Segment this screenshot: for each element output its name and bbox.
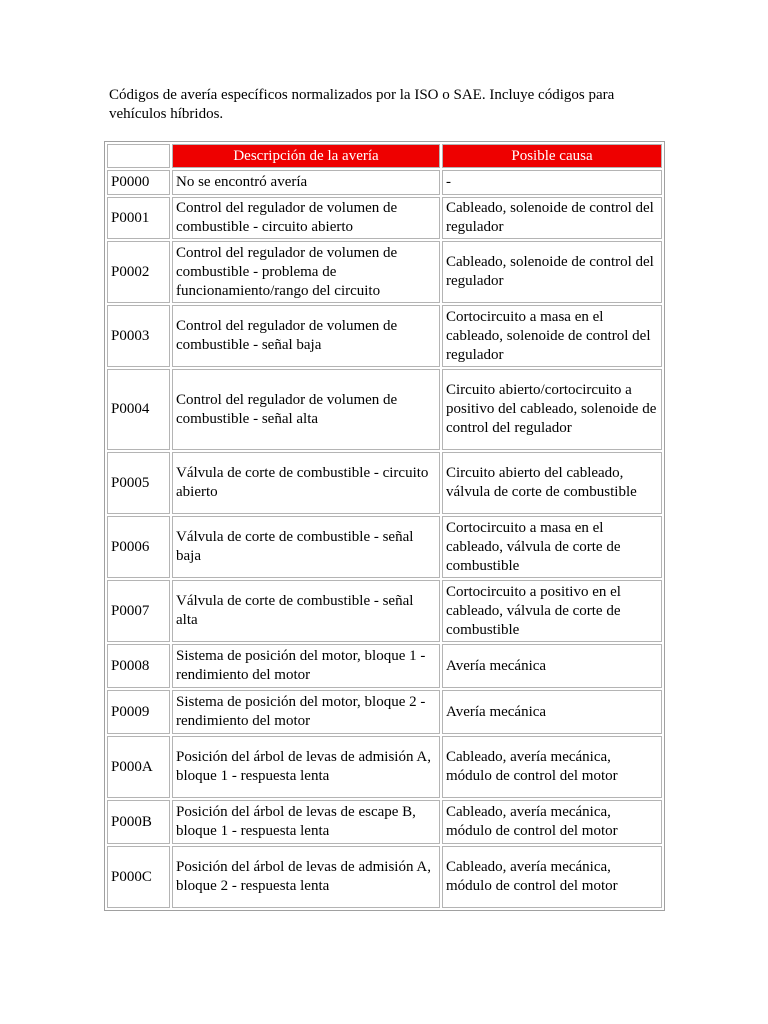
row-cause: Cortocircuito a masa en el cableado, válvula de corte de combustible [442,516,662,578]
table-row [107,305,662,367]
table-row [107,846,662,908]
row-code: P000B [107,800,170,844]
row-code: P0008 [107,644,170,688]
row-code: P0000 [107,170,170,195]
row-code: P0006 [107,516,170,578]
header-description: Descripción de la avería [172,144,440,168]
row-description: Control del regulador de volumen de combustible - señal baja [172,305,440,367]
table-row [107,516,662,578]
row-description: Válvula de corte de combustible - señal alta [172,580,440,642]
table-row [107,241,662,303]
row-cause: Cableado, solenoide de control del regulador [442,197,662,239]
header-code [107,144,170,168]
table-row [107,170,662,195]
row-description: Control del regulador de volumen de combustible - problema de funcionamiento/rango del circuito [172,241,440,303]
row-description: Control del regulador de volumen de combustible - circuito abierto [172,197,440,239]
row-code: P0005 [107,452,170,514]
row-description: Válvula de corte de combustible - circuito abierto [172,452,440,514]
table-row [107,736,662,798]
row-cause: Cortocircuito a positivo en el cableado, válvula de corte de combustible [442,580,662,642]
row-description: Posición del árbol de levas de escape B, bloque 1 - respuesta lenta [172,800,440,844]
row-code: P000C [107,846,170,908]
row-code: P0009 [107,690,170,734]
row-cause: Circuito abierto/cortocircuito a positivo del cableado, solenoide de control del regulador [442,369,662,450]
row-code: P0007 [107,580,170,642]
row-description: Sistema de posición del motor, bloque 2 - rendimiento del motor [172,690,440,734]
row-code: P000A [107,736,170,798]
row-code: P0004 [107,369,170,450]
table-row [107,800,662,844]
table-row [107,644,662,688]
row-description: Posición del árbol de levas de admisión A, bloque 1 - respuesta lenta [172,736,440,798]
row-code: P0001 [107,197,170,239]
row-description: Sistema de posición del motor, bloque 1 - rendimiento del motor [172,644,440,688]
row-description: Control del regulador de volumen de combustible - señal alta [172,369,440,450]
row-cause: Cableado, solenoide de control del regulador [442,241,662,303]
intro-paragraph: Códigos de avería específicos normalizados por la ISO o SAE. Incluye códigos para vehículos híbridos. [109,87,615,122]
row-description: No se encontró avería [172,170,440,195]
table-row [107,690,662,734]
table-header-row [107,144,662,168]
table-row [107,580,662,642]
row-cause: Cableado, avería mecánica, módulo de control del motor [442,800,662,844]
fault-codes-table [104,141,665,911]
row-cause: Cableado, avería mecánica, módulo de control del motor [442,736,662,798]
table-row [107,369,662,450]
row-cause: Cableado, avería mecánica, módulo de control del motor [442,846,662,908]
table-row [107,197,662,239]
row-cause: Cortocircuito a masa en el cableado, solenoide de control del regulador [442,305,662,367]
row-cause: Avería mecánica [442,690,662,734]
row-description: Posición del árbol de levas de admisión A, bloque 2 - respuesta lenta [172,846,440,908]
row-cause: Avería mecánica [442,644,662,688]
row-cause: - [442,170,662,195]
row-cause: Circuito abierto del cableado, válvula de corte de combustible [442,452,662,514]
row-code: P0002 [107,241,170,303]
header-cause: Posible causa [442,144,662,168]
table-row [107,452,662,514]
row-description: Válvula de corte de combustible - señal baja [172,516,440,578]
row-code: P0003 [107,305,170,367]
